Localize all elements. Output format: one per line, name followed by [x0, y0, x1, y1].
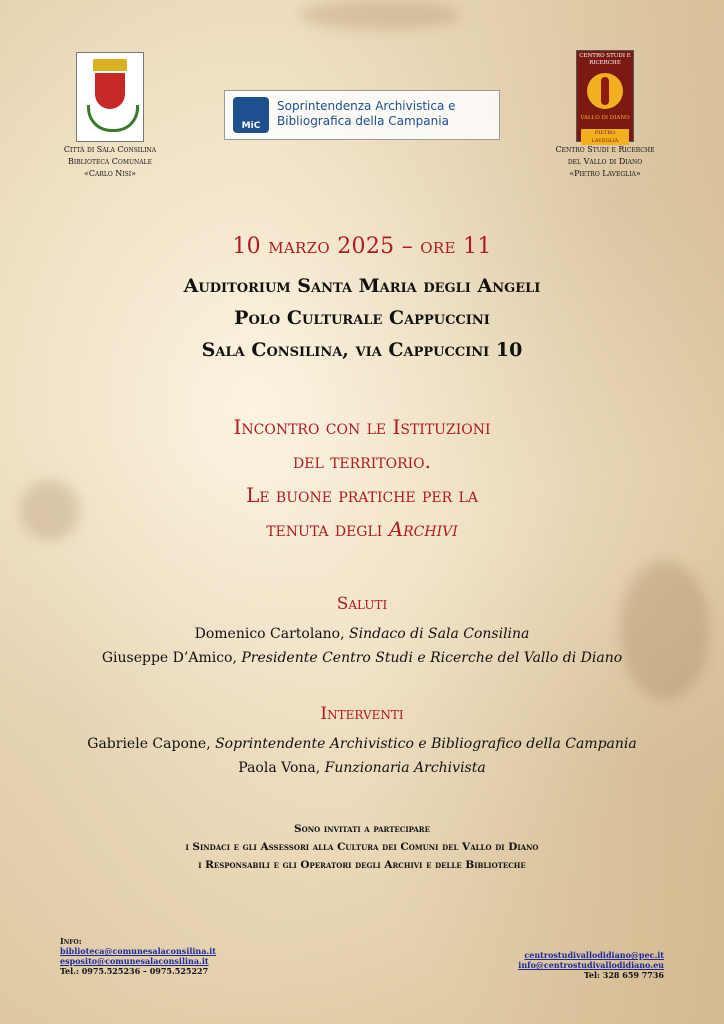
phone-number: Tel: 328 659 7736 — [583, 970, 664, 980]
centro-studi-logo: CENTRO STUDI E RICERCHE VALLO DI DIANO PIETRO LAVEGLIA — [576, 50, 634, 142]
email-link[interactable]: info@centrostudivallodidiano.eu — [518, 960, 664, 970]
event-venue: Auditorium Santa Maria degli Angeli Polo Culturale Cappuccini Sala Consilina, via Cappuccini 10 — [183, 275, 541, 361]
footer-contacts-right — [518, 950, 664, 980]
phone-number: Tel.: 0975.525236 – 0975.525227 — [60, 966, 209, 976]
event-date: 10 marzo 2025 – ore 11 — [232, 234, 492, 259]
right-institution: Centro Studi e Ricerche del Vallo di Diano «Pietro Laveglia» — [555, 145, 655, 178]
interventi-heading: Interventi — [320, 704, 404, 724]
sun-emblem-icon — [587, 73, 623, 109]
speaker-line: Domenico Cartolano, Sindaco di Sala Consilina — [194, 626, 530, 642]
saluti-speakers — [0, 622, 724, 670]
city-coat-of-arms-logo — [76, 52, 144, 142]
speaker-line: Giuseppe D’Amico, Presidente Centro Studi e Ricerche del Vallo di Diano — [101, 650, 623, 666]
speaker-line: Paola Vona, Funzionaria Archivista — [238, 760, 486, 776]
footer-contacts-left: Info: biblioteca@comunesalaconsilina.it esposito@comunesalaconsilina.it Tel.: 0975.525236 – 0975.525227 — [60, 936, 216, 976]
left-institution: Città di Sala Consilina Biblioteca Comunale «Carlo Nisi» — [63, 145, 157, 178]
paper-stain — [300, 0, 460, 30]
email-link[interactable]: biblioteca@comunesalaconsilina.it — [60, 946, 216, 956]
saluti-heading: Saluti — [336, 594, 388, 614]
speaker-line: Gabriele Capone, Soprintendente Archivistico e Bibliografico della Campania — [87, 736, 637, 752]
interventi-speakers — [0, 732, 724, 780]
event-title: Incontro con le Istituzioni del territorio. Le buone pratiche per la tenuta degli Archivi — [233, 415, 491, 541]
email-link[interactable]: esposito@comunesalaconsilina.it — [60, 956, 209, 966]
soprintendenza-logo — [224, 90, 500, 140]
invitation-text: Sono invitati a partecipare i Sindaci e gli Assessori alla Cultura dei Comuni del Vallo di Diano i Responsabili e gli Operatori degli Archivi e delle Biblioteche — [185, 823, 539, 871]
soprintendenza-name: Soprintendenza Archivistica e Bibliografica della Campania — [277, 99, 456, 128]
mic-logo-icon: MiC — [233, 97, 269, 133]
email-link[interactable]: centrostudivallodidiano@pec.it — [524, 950, 664, 960]
